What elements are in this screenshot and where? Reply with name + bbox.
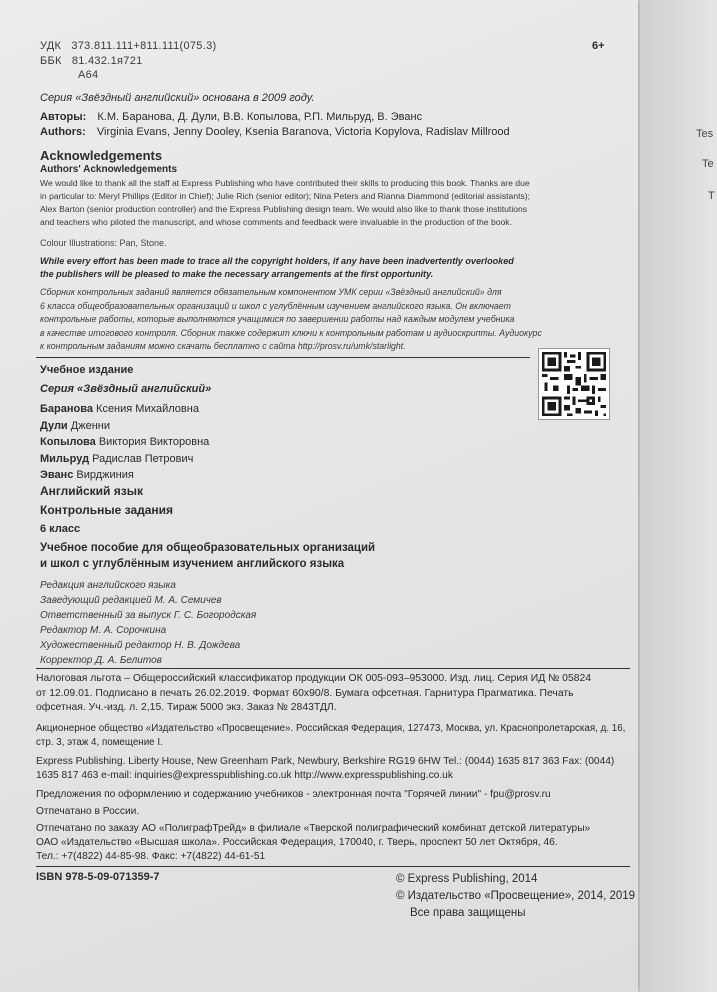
grade: 6 класс	[40, 523, 81, 535]
divider	[36, 866, 630, 867]
staff-list: Редакция английского языка Заведующий редакцией М. А. Семичев Ответственный за выпуск Г. С. Богородская Редактор М. А. Сорочкина Художественный редактор Н. В. Дождева Корректор Д. А. Белитов	[40, 580, 257, 666]
printer-info: Отпечатано по заказу АО «ПолиграфТрейд» в филиале «Тверской полиграфический комбинат детской литературы» ОАО «Издательство «Высшая школа». Российская Федерация, 170040, г. Тверь, проспект 50 лет Октября, 46. Тел.: +7(4822) 44-85-98. Факс: +7(4822) 44-61-51	[36, 823, 591, 862]
edition-series: Серия «Звёздный английский»	[40, 383, 212, 395]
publisher-address: Акционерное общество «Издательство «Просвещение». Российская Федерация, 127473, Москва, ул. Краснопролетарская, д. 16, стр. 3, этаж 4, помещение I.	[36, 723, 626, 748]
isbn: ISBN 978-5-09-071359-7	[36, 871, 160, 883]
book-subtitle: Контрольные задания	[40, 503, 174, 517]
express-address: Express Publishing. Liberty House, New Greenham Park, Newbury, Berkshire RG19 6HW Tel.: (0044) 1635 817 363 Fax: (0044) 1635 817 463 e-mail: inquiries@expresspublishing.co.uk http://www.expresspublishing.co.uk	[36, 756, 615, 781]
imprint: Налоговая льгота – Общероссийский классификатор продукции ОК 005-093–953000. Изд. лиц. Серия ИД № 05824 от 12.09.01. Подписано в печать 26.02.2019. Формат 60х90/8. Бумага офсетная. Гарнитура Прагматика. Печать офсетная. Уч.-изд. л. 2,15. Тираж 5000 экз. Заказ № 2843ТДЛ.	[36, 673, 592, 713]
colour-illustrations: Colour Illustrations: Pan, Stone.	[40, 238, 167, 248]
author-code: А64	[78, 69, 99, 81]
copyrights: © Express Publishing, 2014 © Издательство «Просвещение», 2014, 2019 Все права защищены	[396, 873, 636, 919]
author-entry: Дули Дженни	[40, 419, 110, 432]
ack-subtitle: Authors' Acknowledgements	[40, 164, 178, 175]
printed-in: Отпечатано в России.	[36, 806, 140, 817]
suggestions: Предложения по оформлению и содержанию учебников - электронная почта "Горячей линии" - fpu@prosv.ru	[36, 789, 551, 800]
copyright-notice: While every effort has been made to trace all the copyright holders, if any have been inadvertently overlooked the publishers will be pleased to make the necessary arrangements at the first opportunity.	[40, 256, 514, 279]
book-title: Английский язык	[40, 484, 143, 498]
book-purpose: Учебное пособие для общеобразовательных организаций и школ с углублённым изучением английского языка	[40, 542, 376, 570]
qr-code	[538, 348, 610, 420]
author-entry: Баранова Ксения Михайловна	[40, 403, 199, 415]
age-rating: 6+	[592, 40, 605, 52]
edition-authors	[40, 401, 209, 484]
divider	[36, 357, 530, 358]
author-entry: Эванс Вирджиния	[40, 469, 134, 481]
next-page-edge: Tes Te T	[640, 0, 717, 992]
author-entry: Мильруд Радислав Петрович	[40, 452, 194, 465]
description: Сборник контрольных заданий является обязательным компонентом УМК серии «Звёздный английский» для 6 класса общеобразовательных организаций и школ с углублённым изучением английского языка. Он включает контрольные работы, которые выполняются учащимися по завершении работы над каждым модулем учебника в качестве итогового контроля. Сборник также содержит ключи к контрольным работам и аудиоскрипты. Аудиокурс к контрольным заданиям можно скачать бесплатно с сайта http://prosv.ru/umk/starlight.	[40, 287, 542, 351]
qr-code-image	[539, 349, 609, 419]
author-entry: Копылова Виктория Викторовна	[40, 436, 210, 448]
ack-text: We would like to thank all the staff at Express Publishing who have contributed their skills to producing this book. Thanks are due in particular to: Meryl Phillips (Editor in Chief); Julie Rich (senior editor); Nina Peters and Rianna Diammond (editorial assistants); Alex Barton (senior production controller) and the Express Publishing design team. We would also like to thank those institutions and teachers who piloted the manuscript, and whose comments and feedback were invaluable in the production of the book.	[40, 178, 531, 227]
series-note: Серия «Звёздный английский» основана в 2009 году.	[40, 92, 315, 104]
bbk-line: ББК 81.432.1я721	[40, 55, 143, 67]
authors-ru: Авторы: К.М. Баранова, Д. Дули, В.В. Копылова, Р.П. Мильруд, В. Эванс	[40, 111, 423, 123]
ack-title: Acknowledgements	[40, 148, 163, 163]
udk-line: УДК 373.811.111+811.111(075.3)	[40, 40, 217, 52]
edition-type: Учебное издание	[40, 364, 134, 376]
divider	[36, 668, 630, 669]
authors-en: Authors: Virginia Evans, Jenny Dooley, Ksenia Baranova, Victoria Kopylova, Radislav Millrood	[40, 126, 510, 138]
